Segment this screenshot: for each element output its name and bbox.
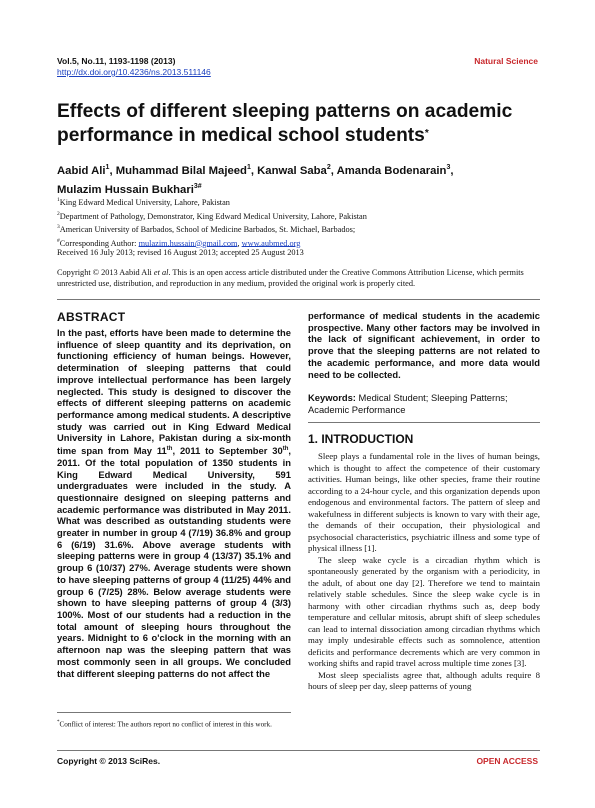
affiliation-text: American University of Barbados, School of Medicine Barbados, St. Michael, Barbados; bbox=[59, 224, 356, 234]
keywords-text: Medical Student; Sleeping Patterns; Academic Performance bbox=[308, 392, 508, 415]
keywords-label: Keywords: bbox=[308, 392, 356, 403]
footnote-divider bbox=[57, 712, 291, 713]
affiliation-text: King Edward Medical University, Lahore, Pakistan bbox=[59, 197, 230, 207]
received-dates: Received 16 July 2013; revised 16 August 2013; accepted 25 August 2013 bbox=[57, 248, 304, 257]
affiliation-list bbox=[57, 195, 537, 249]
affiliation-mark: 1 bbox=[57, 197, 60, 203]
copyright-text: Copyright © 2013 Aabid Ali bbox=[57, 268, 154, 277]
author-name: Muhammad Bilal Majeed bbox=[115, 164, 247, 177]
corresponding-author-label: Corresponding Author: bbox=[59, 238, 139, 248]
footnote-mark: * bbox=[57, 720, 60, 725]
abstract-text: In the past, efforts have been made to determine the influence of sleep quantity and its deprivation, on functioning efficiency of human beings. However, determination of sleeping patterns that could improve intellectual performance has been largely neglected. This study is designed to discover the effects of different sleeping patterns on academic performance among medical students. A descriptive study was carried out in King Edward Medical University in Lahore, Pakistan during a six-month time span from May 11 bbox=[57, 327, 291, 457]
article-title bbox=[57, 100, 537, 148]
copyright-etal: et al bbox=[153, 268, 169, 277]
header-divider bbox=[57, 299, 540, 300]
author-affil-mark: 1 bbox=[105, 164, 110, 171]
abstract-text: , 2011. Of the total population of 1350 students in King Edward Medical University, 591 undergraduates were included in the study. A questionnaire designed on sleeping patterns and academic performance was distributed in May 2011. What was described as outstanding students were greater in number in group 4 (7/19) 36.8% and group 6 (6/19) 31.6%. Above average students with sleeping patterns were in group 4 (13/37) 35.1% and group 6 (10/37) 27%. Average students were shown to have sleeping patterns of group 4 (11/25) 44% and group 6 (7/25) 28%. Below average students were shown to have sleeping patterns of group 4 (3/3) 100%. Most of our students had a reduction in the total amount of sleeping hours throughout the years. Midnight to 6 o'clock in the morning with an afternoon nap was the sleeping pattern that was most commonly seen in all groups. We concluded that different sleeping patterns do not affect the bbox=[57, 445, 292, 679]
title-footnote-mark: * bbox=[424, 128, 429, 139]
affiliation-text: Department of Pathology, Demonstrator, King Edward Medical University, Lahore, Pakistan bbox=[59, 211, 367, 221]
paragraph: The sleep wake cycle is a circadian rhythm which is spontaneously generated by the organism with a periodicity, in the adult, of about one day [2]. Therefore we tend to maintain relatively stable schedules. Since the sleep wake cycle is in harmony with other circadian rhythms such as, deep body temperature and cellular mitosis, abrupt shift of sleep schedules can lead to internal dissociation among circadian rhythms which may imply undesirable effects such as somnolence, attention deficits and performance decrements which are very common in working shifts and rapid travel across multiple time zones [3]. bbox=[308, 554, 540, 668]
email-link[interactable]: mulazim.hussain@gmail.com bbox=[138, 238, 238, 248]
author-name: Aabid Ali bbox=[57, 164, 106, 177]
paragraph: Sleep plays a fundamental role in the lives of human beings, which is thought to affect the competence of their customary activities. Human beings, like other species, frame their routine according to a 24-hour cycle, and this organization depends upon endogenous and environmental factors. The pattern of sleep and wakefulness in different subjects is known to vary with their age, the demands of their occupation, their physiological and psychosocial characteristics, psychiatric illness and some type of physical illness [1]. bbox=[308, 451, 540, 553]
article-title-text: Effects of different sleeping patterns on academic performance in medical school students bbox=[57, 101, 513, 146]
affiliation-item bbox=[57, 195, 537, 209]
introduction-body bbox=[308, 451, 540, 693]
footnote-text: Conflict of interest: The authors report no conflict of interest in this work. bbox=[59, 720, 272, 729]
affiliation-mark: 3 bbox=[57, 224, 60, 231]
author-affil-mark: 3 bbox=[446, 164, 451, 171]
section-divider bbox=[308, 422, 540, 423]
abstract-text: , 2011 to September 30 bbox=[172, 445, 283, 457]
author-name: Amanda Bodenarain bbox=[336, 164, 447, 177]
author-name: Kanwal Saba bbox=[257, 164, 327, 177]
journal-volume-line: Vol.5, No.11, 1193-1198 (2013) bbox=[57, 56, 176, 66]
affiliation-item bbox=[57, 209, 537, 223]
author-name: Mulazim Hussain Bukhari bbox=[57, 183, 194, 196]
affiliation-item bbox=[57, 222, 537, 236]
footer-copyright: Copyright © 2013 SciRes. bbox=[57, 756, 161, 766]
copyright-text: . This is an open access article distributed under the Creative Commons Attribution License, which permits unrestricted use, distribution, and reproduction in any medium, provided the original work is properly cited. bbox=[57, 268, 524, 288]
author-list: Aabid Ali$^1$, Muhammad Bilal Majeed$^1$, Kanwal Saba$^2$, Amanda Bodenarain$^3$, Mulazim Hussain Bukhari$^{3\#}$ bbox=[57, 164, 454, 196]
copyright-notice bbox=[57, 267, 541, 289]
author-affil-mark: 1 bbox=[246, 164, 251, 171]
author-affil-mark: 2 bbox=[326, 164, 331, 171]
separator: , bbox=[237, 238, 242, 248]
doi-link[interactable]: http://dx.doi.org/10.4236/ns.2013.511146 bbox=[57, 67, 211, 77]
keywords bbox=[308, 392, 540, 415]
paragraph: Most sleep specialists agree that, although adults require 8 hours of sleep per day, sleep patterns of young bbox=[308, 669, 540, 691]
affiliation-mark: # bbox=[57, 237, 60, 244]
journal-name: Natural Science bbox=[474, 56, 538, 66]
author-affil-mark: 3# bbox=[193, 182, 202, 190]
website-link[interactable]: www.aubmed.org bbox=[241, 238, 301, 248]
introduction-heading: 1. INTRODUCTION bbox=[308, 432, 414, 446]
ordinal-suffix: th bbox=[166, 446, 173, 453]
abstract-continued: performance of medical students in the academic prospective. Many other factors may be involved in the lack of significant achievement, in order to prove that the sleeping patterns are not related to the academic performance, and more data would need to be collected. bbox=[308, 310, 540, 380]
abstract-body bbox=[57, 327, 291, 679]
abstract-heading: ABSTRACT bbox=[57, 310, 126, 324]
open-access-label: OPEN ACCESS bbox=[476, 756, 538, 766]
affiliation-mark: 2 bbox=[57, 210, 60, 217]
ordinal-suffix: th bbox=[282, 446, 289, 453]
footnote bbox=[57, 718, 291, 730]
footer-divider bbox=[57, 750, 540, 751]
